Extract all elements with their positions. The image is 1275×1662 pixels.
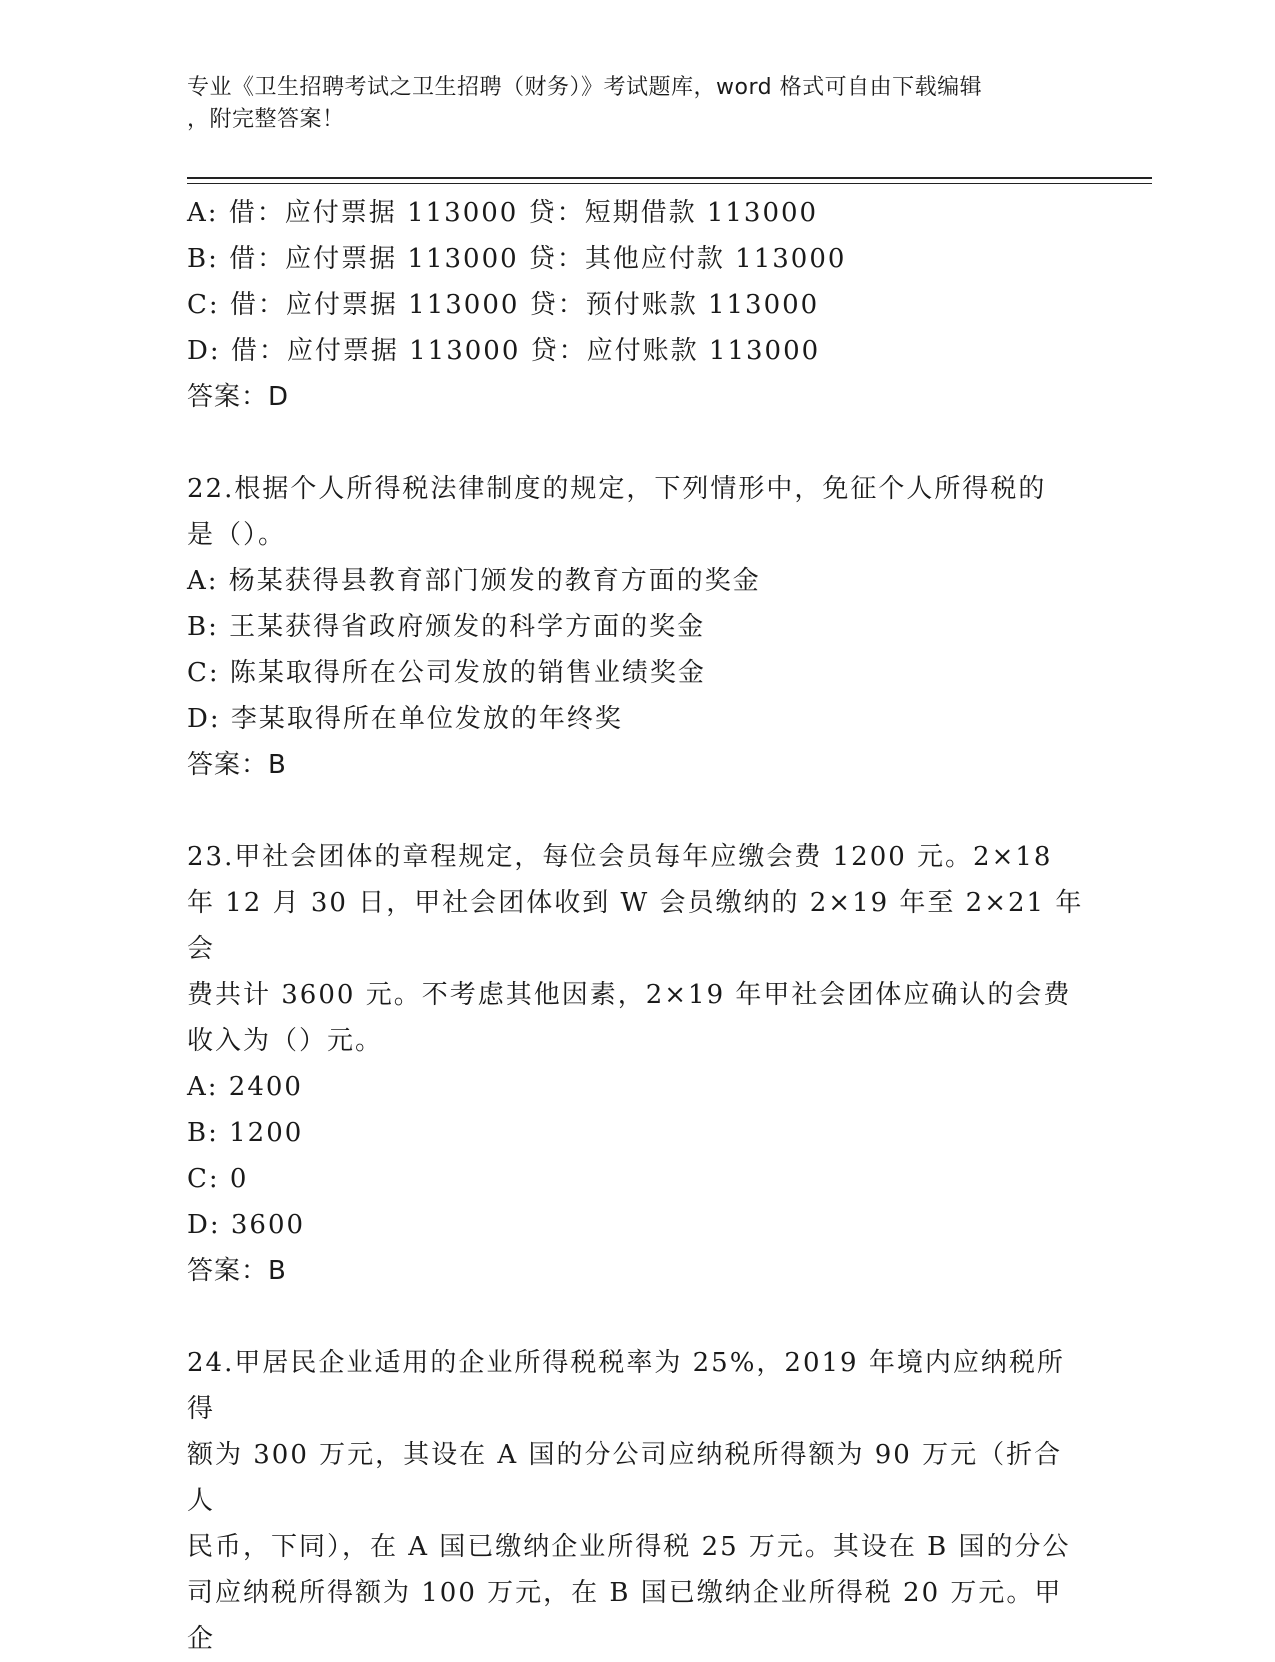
option-c: C: 陈某取得所在公司发放的销售业绩奖金 <box>187 658 706 688</box>
question-stem-line: 民币，下同），在 A 国已缴纳企业所得税 25 万元。其设在 B 国的分公 <box>187 1532 1071 1562</box>
option-b: B: 借：应付票据 113000 贷：其他应付款 113000 <box>187 244 847 274</box>
question-stem-line: 23.甲社会团体的章程规定，每位会员每年应缴会费 1200 元。2×18 <box>187 842 1053 872</box>
option-d: D: 李某取得所在单位发放的年终奖 <box>187 704 623 734</box>
question-23 <box>187 834 1087 1294</box>
option-c: C: 借：应付票据 113000 贷：预付账款 113000 <box>187 290 820 320</box>
question-stem-line: 费共计 3600 元。不考虑其他因素，2×19 年甲社会团体应确认的会费 <box>187 980 1072 1010</box>
option-b: B: 1200 <box>187 1118 304 1148</box>
answer: 答案：B <box>187 1256 287 1286</box>
document-body <box>187 190 1087 1662</box>
question-stem-line: 额为 300 万元，其设在 A 国的分公司应纳税所得额为 90 万元（折合人 <box>187 1440 1063 1516</box>
answer: 答案：B <box>187 750 287 780</box>
option-a: A: 2400 <box>187 1072 303 1102</box>
option-c: C: 0 <box>187 1164 249 1194</box>
document-header <box>187 72 1087 136</box>
question-stem-line: 是（）。 <box>187 520 287 550</box>
question-stem-line: 年 12 月 30 日，甲社会团体收到 W 会员缴纳的 2×19 年至 2×21 年会 <box>187 888 1084 964</box>
header-divider-thick <box>187 177 1152 179</box>
question-stem-line: 收入为（）元。 <box>187 1026 384 1056</box>
header-line-2: ，附完整答案！ <box>187 107 345 132</box>
question-21 <box>187 190 1087 420</box>
header-divider-thin <box>187 183 1152 184</box>
option-a: A: 杨某获得县教育部门颁发的教育方面的奖金 <box>187 566 761 596</box>
option-d: D: 借：应付票据 113000 贷：应付账款 113000 <box>187 336 821 366</box>
question-22 <box>187 466 1087 788</box>
option-d: D: 3600 <box>187 1210 306 1240</box>
question-stem-line: 司应纳税所得额为 100 万元，在 B 国已缴纳企业所得税 20 万元。甲企 <box>187 1578 1063 1654</box>
option-a: A: 借：应付票据 113000 贷：短期借款 113000 <box>187 198 819 228</box>
question-24 <box>187 1340 1087 1662</box>
answer: 答案：D <box>187 382 290 412</box>
question-stem-line: 24.甲居民企业适用的企业所得税税率为 25%，2019 年境内应纳税所得 <box>187 1348 1065 1424</box>
question-stem-line: 22.根据个人所得税法律制度的规定，下列情形中，免征个人所得税的 <box>187 474 1047 504</box>
option-b: B: 王某获得省政府颁发的科学方面的奖金 <box>187 612 706 642</box>
header-line-1: 专业《卫生招聘考试之卫生招聘（财务）》考试题库，word 格式可自由下载编辑 <box>187 75 983 100</box>
